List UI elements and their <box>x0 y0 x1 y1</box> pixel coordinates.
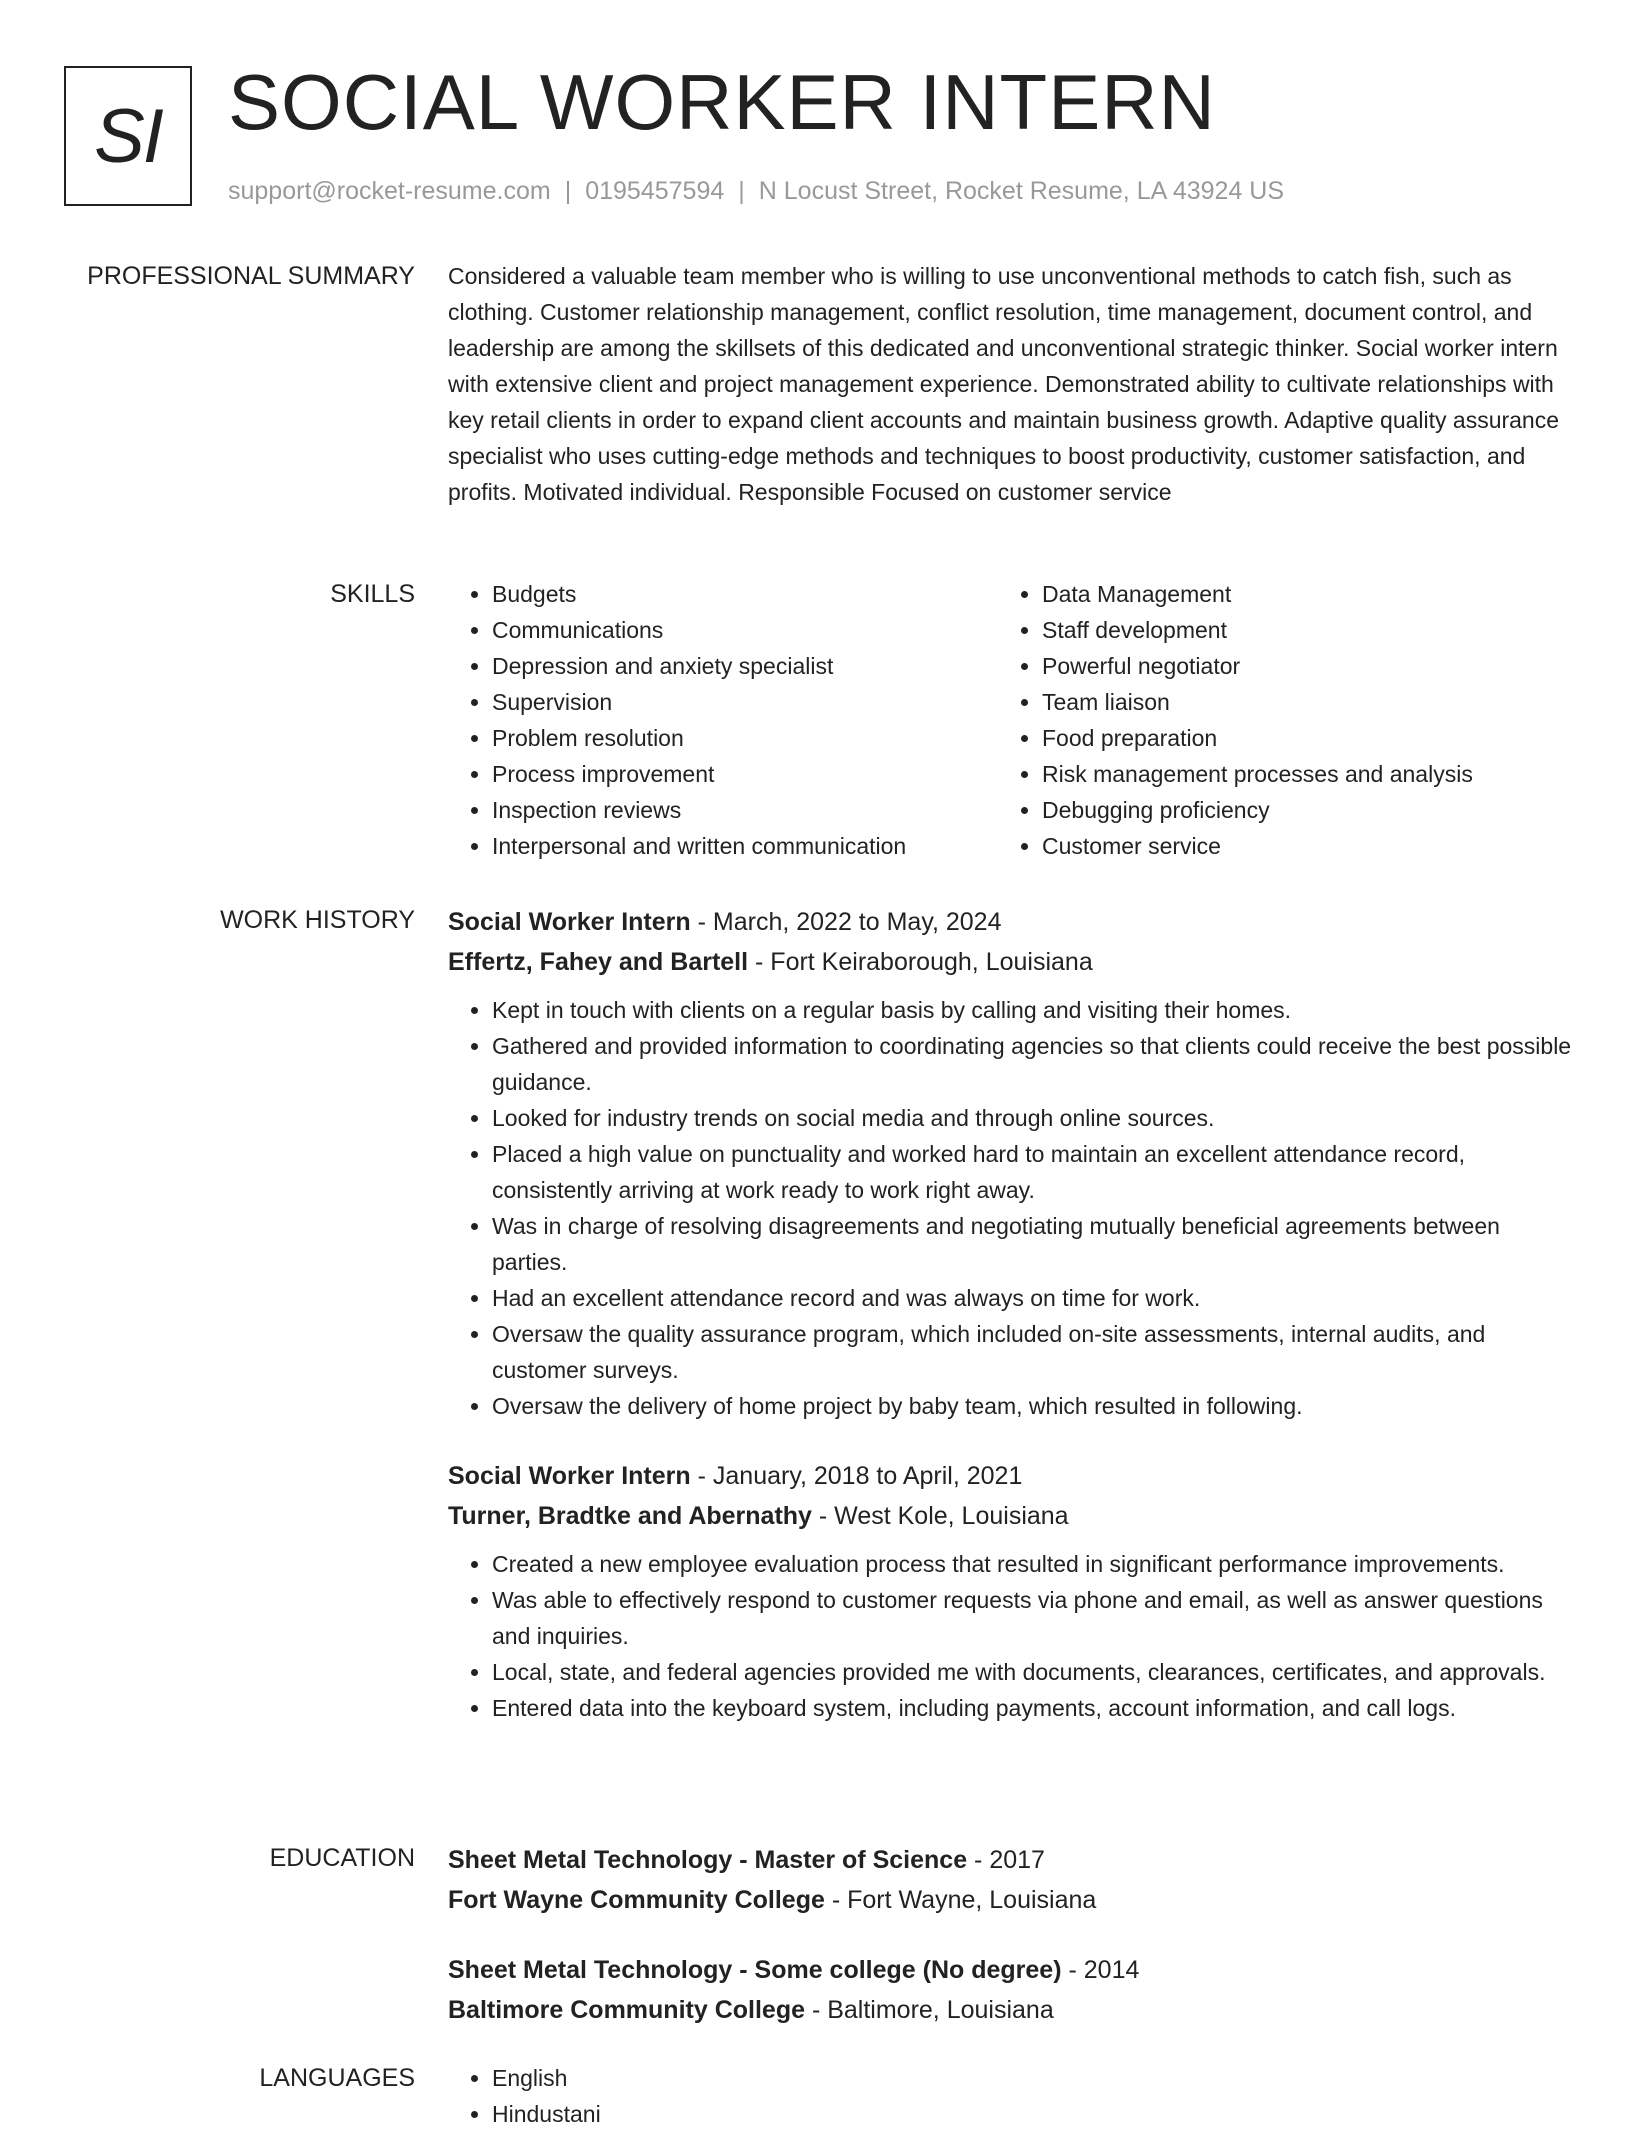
contact-address: N Locust Street, Rocket Resume, LA 43924 US <box>758 177 1285 205</box>
education-body <box>448 1840 1578 2030</box>
job-location: - Fort Keiraborough, Louisiana <box>748 948 1093 976</box>
section-label-languages: LANGUAGES <box>259 2064 415 2092</box>
skills-list-right <box>998 576 1548 864</box>
section-label-skills: SKILLS <box>330 580 415 608</box>
job-bullets <box>448 992 1578 1424</box>
summary-text: Considered a valuable team member who is willing to use unconventional methods to catch fish, such as clothing. Customer relationship management, conflict resolution, time management, document control, and leadership are among the skillsets of this dedicated and unconventional strategic thinker. Social worker intern with extensive client and project management experience. Demonstrated ability to cultivate relationships with key retail clients in order to expand client accounts and maintain business growth. Adaptive quality assurance specialist who uses cutting-edge methods and techniques to boost productivity, customer satisfaction, and profits. Motivated individual. Responsible Focused on customer service <box>448 263 1560 505</box>
contact-separator: | <box>564 177 572 205</box>
skill-item: • Communications <box>492 612 998 648</box>
job-bullet: • Kept in touch with clients on a regular basis by calling and visiting their homes. <box>492 992 1578 1028</box>
work-history-body <box>448 902 1578 1726</box>
job-entry <box>448 902 1578 1424</box>
education-location: - Fort Wayne, Louisiana <box>824 1886 1097 1914</box>
education-degree-line <box>448 1950 1578 1990</box>
skills-columns <box>448 576 1578 864</box>
education-school: Baltimore Community College <box>448 1996 805 2024</box>
job-bullet: • Local, state, and federal agencies provided me with documents, clearances, certificates, and approvals. <box>492 1654 1578 1690</box>
skill-item: • Powerful negotiator <box>1042 648 1548 684</box>
job-bullet: • Gathered and provided information to coordinating agencies so that clients could receive the best possible guidance. <box>492 1028 1578 1100</box>
contact-email[interactable]: support@rocket-resume.com <box>228 177 551 205</box>
job-company: Effertz, Fahey and Bartell <box>448 948 749 976</box>
skill-item: • Team liaison <box>1042 684 1548 720</box>
skill-item: • Debugging proficiency <box>1042 792 1548 828</box>
skill-item: • Food preparation <box>1042 720 1548 756</box>
resume-title: SOCIAL WORKER INTERN <box>228 58 1216 146</box>
job-title-line <box>448 1456 1578 1496</box>
job-title: Social Worker Intern <box>448 908 691 936</box>
skill-item: • Supervision <box>492 684 998 720</box>
education-year: - 2014 <box>1061 1956 1140 1984</box>
job-bullet: • Was in charge of resolving disagreements and negotiating mutually beneficial agreements between parties. <box>492 1208 1578 1280</box>
job-bullet: • Oversaw the delivery of home project by baby team, which resulted in following. <box>492 1388 1578 1424</box>
education-school-line <box>448 1880 1578 1920</box>
job-bullets <box>448 1546 1578 1726</box>
skills-list-left <box>448 576 998 864</box>
job-dates: - March, 2022 to May, 2024 <box>690 908 1002 936</box>
contact-separator: | <box>738 177 745 205</box>
job-bullet: • Had an excellent attendance record and was always on time for work. <box>492 1280 1578 1316</box>
education-entry <box>448 1950 1578 2030</box>
languages-body <box>448 2060 1578 2132</box>
section-label-work-history: WORK HISTORY <box>220 906 415 934</box>
skill-item: • Customer service <box>1042 828 1548 864</box>
section-label-summary: PROFESSIONAL SUMMARY <box>87 262 415 290</box>
job-bullet: • Placed a high value on punctuality and worked hard to maintain an excellent attendance record, consistently arriving at work ready to work right away. <box>492 1136 1578 1208</box>
education-degree: Sheet Metal Technology - Master of Science <box>448 1846 968 1874</box>
education-entry <box>448 1840 1578 1920</box>
skill-item: • Inspection reviews <box>492 792 998 828</box>
education-year: - 2017 <box>967 1846 1045 1874</box>
job-bullet: • Oversaw the quality assurance program, which included on-site assessments, internal audits, and customer surveys. <box>492 1316 1578 1388</box>
summary-body <box>448 258 1578 510</box>
skill-item: • Interpersonal and written communication <box>492 828 998 864</box>
job-bullet: • Was able to effectively respond to customer requests via phone and email, as well as answer questions and inquiries. <box>492 1582 1578 1654</box>
job-entry <box>448 1456 1578 1726</box>
skill-item: • Budgets <box>492 576 998 612</box>
education-degree-line <box>448 1840 1578 1880</box>
job-title: Social Worker Intern <box>448 1462 691 1490</box>
section-label-education: EDUCATION <box>269 1844 415 1872</box>
skill-item: • Process improvement <box>492 756 998 792</box>
education-location: - Baltimore, Louisiana <box>805 1996 1054 2024</box>
skill-item: • Risk management processes and analysis <box>1042 756 1548 792</box>
job-title-line <box>448 902 1578 942</box>
job-company-line <box>448 942 1578 982</box>
languages-list <box>448 2060 1578 2132</box>
contact-line <box>228 174 1284 208</box>
education-school-line <box>448 1990 1578 2030</box>
language-item: • English <box>492 2060 1578 2096</box>
job-bullet: • Created a new employee evaluation process that resulted in significant performance improvements. <box>492 1546 1578 1582</box>
language-item: • Hindustani <box>492 2096 1578 2132</box>
job-bullet: • Looked for industry trends on social media and through online sources. <box>492 1100 1578 1136</box>
monogram-logo: SI <box>64 66 192 206</box>
skill-item: • Problem resolution <box>492 720 998 756</box>
job-location: - West Kole, Louisiana <box>811 1502 1069 1530</box>
skill-item: • Staff development <box>1042 612 1548 648</box>
skill-item: • Depression and anxiety specialist <box>492 648 998 684</box>
job-dates: - January, 2018 to April, 2021 <box>690 1462 1023 1490</box>
education-degree: Sheet Metal Technology - Some college (No degree) <box>448 1956 1062 1984</box>
job-bullet: • Entered data into the keyboard system, including payments, account information, and call logs. <box>492 1690 1578 1726</box>
education-school: Fort Wayne Community College <box>448 1886 825 1914</box>
contact-phone[interactable]: 0195457594 <box>585 177 725 205</box>
job-company-line <box>448 1496 1578 1536</box>
job-company: Turner, Bradtke and Abernathy <box>448 1502 812 1530</box>
skill-item: • Data Management <box>1042 576 1548 612</box>
